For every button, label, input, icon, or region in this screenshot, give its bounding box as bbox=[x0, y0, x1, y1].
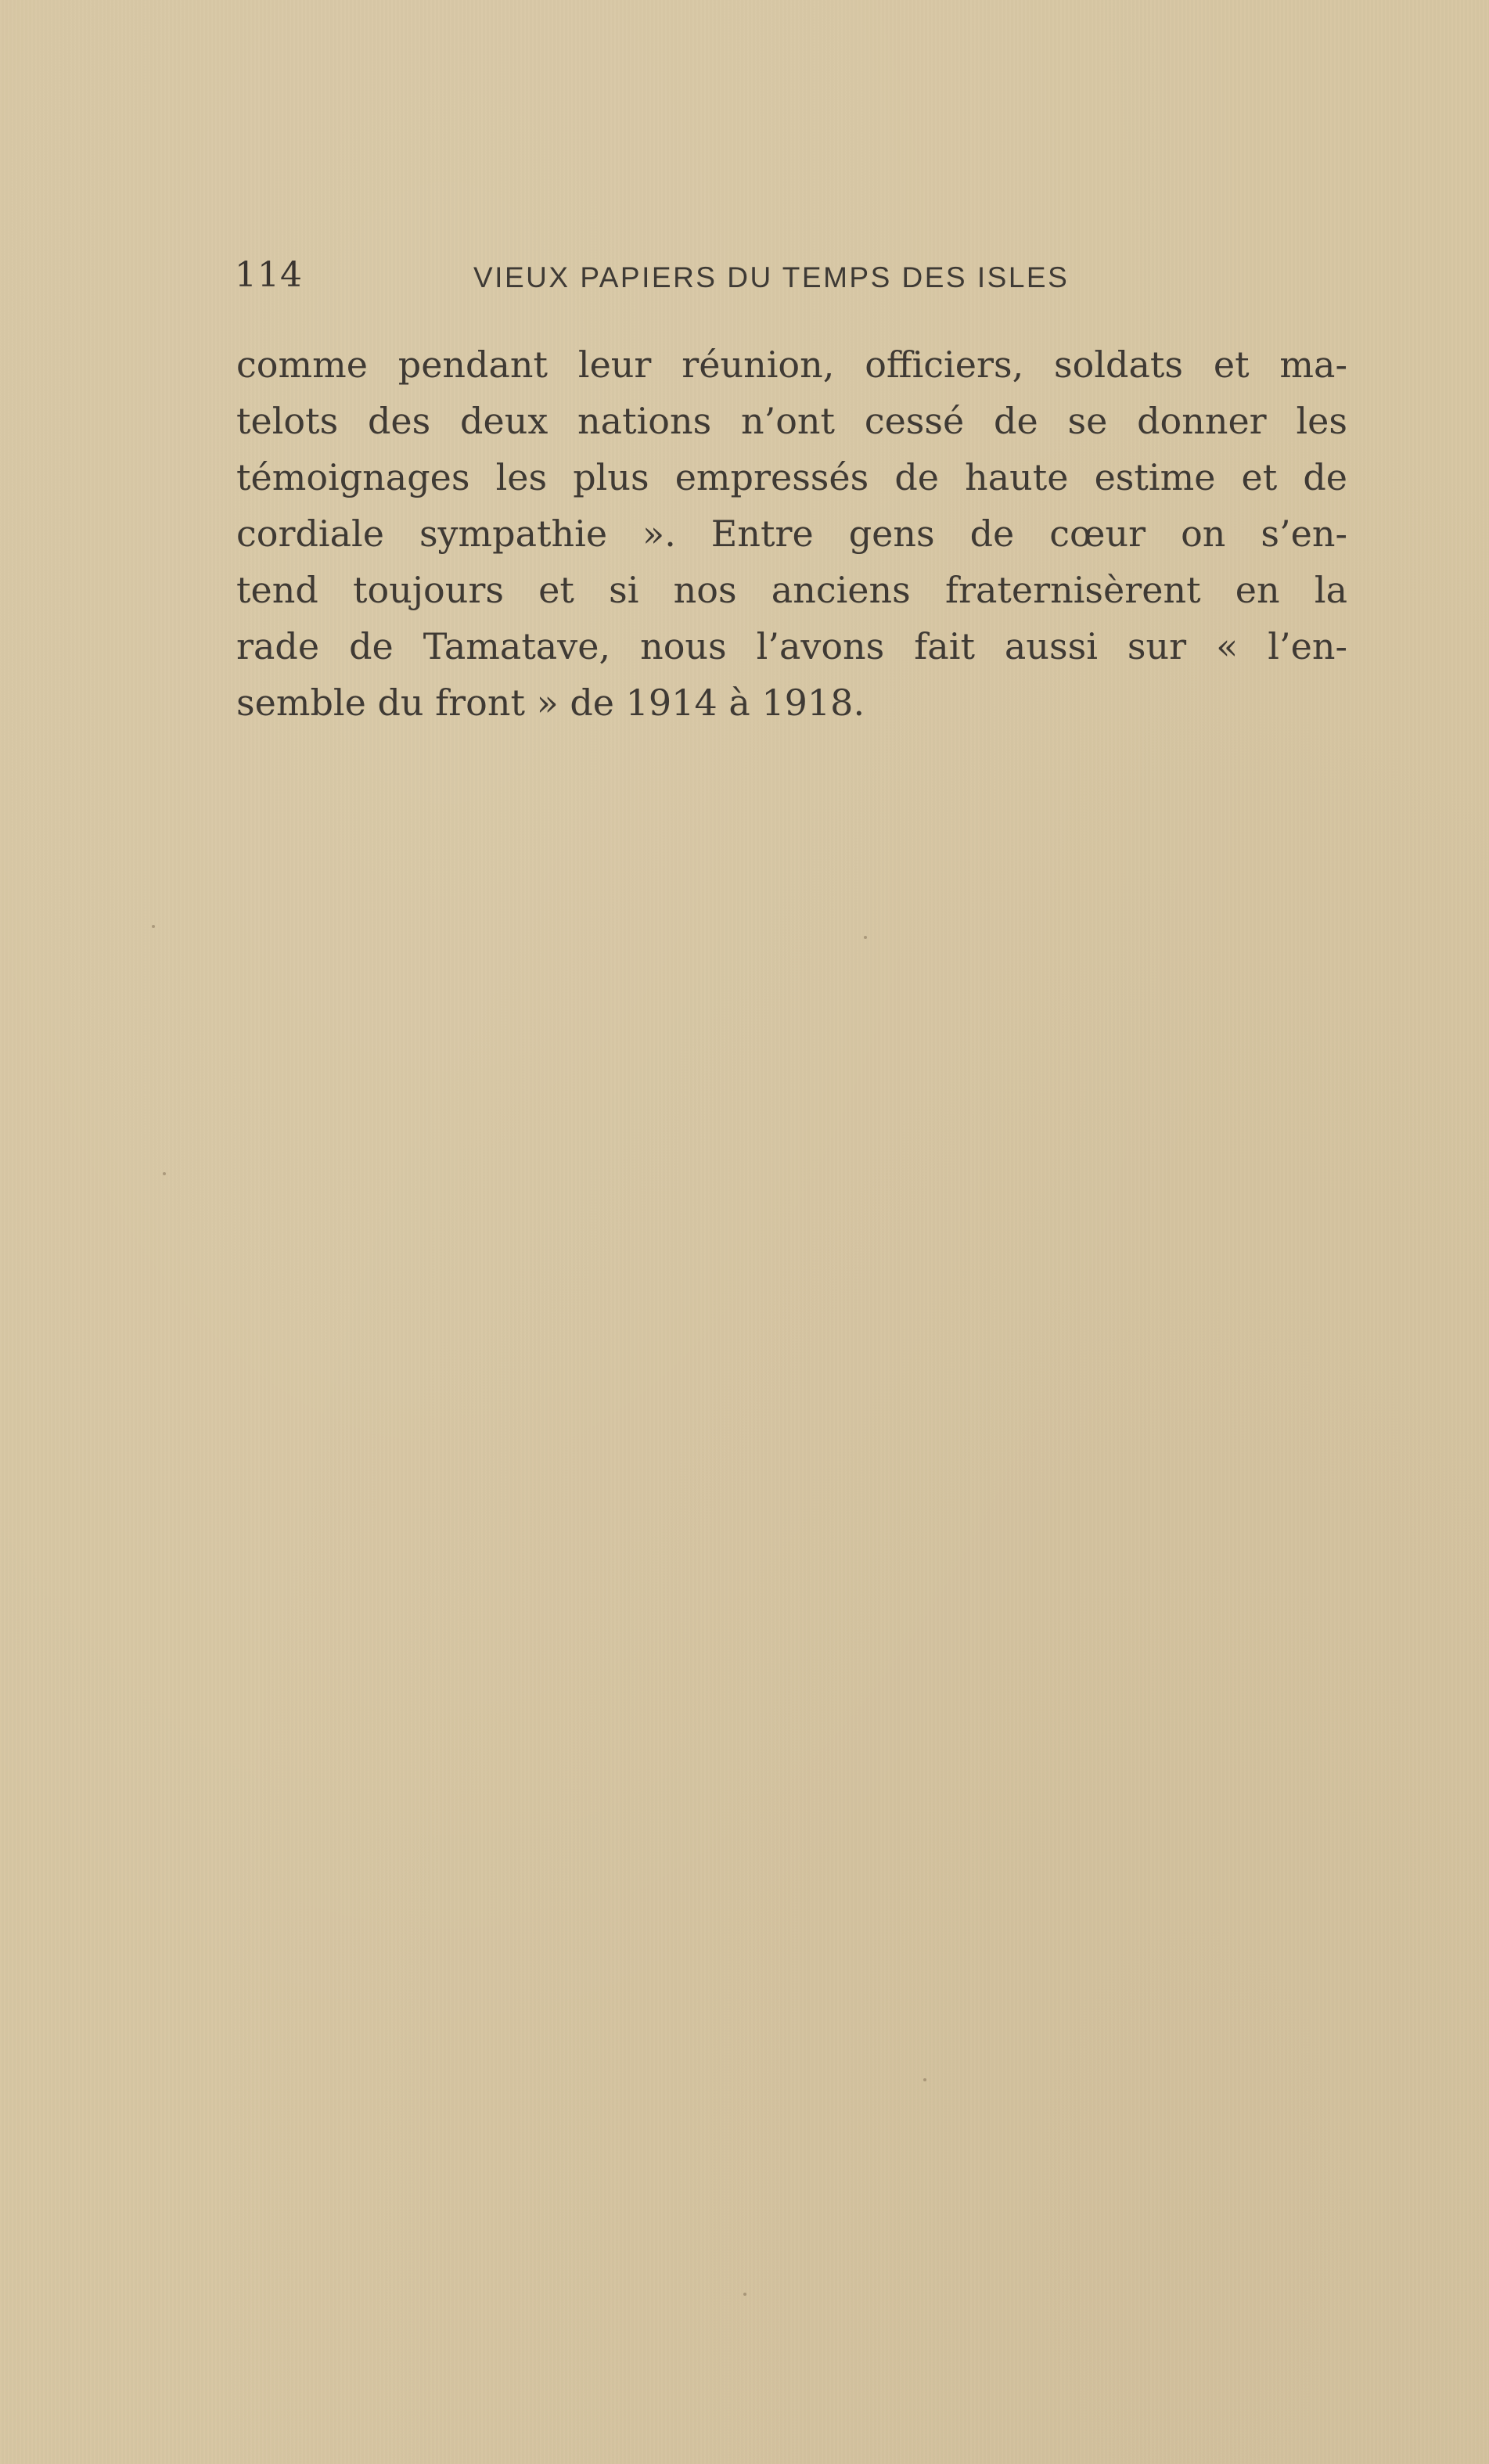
text-line: comme pendant leur réunion, officiers, soldats et ma- bbox=[236, 344, 1347, 386]
paper-speck bbox=[864, 936, 867, 939]
text-line: telots des deux nations n’ont cessé de se donner les bbox=[236, 400, 1347, 442]
text-line: tend toujours et si nos anciens fraternisèrent en la bbox=[236, 569, 1347, 611]
paper-speck bbox=[152, 925, 155, 928]
body-paragraph bbox=[236, 336, 1347, 731]
text-line: semble du front » de 1914 à 1918. bbox=[236, 682, 865, 724]
text-line: rade de Tamatave, nous l’avons fait aussi sur « l’en- bbox=[236, 625, 1347, 667]
text-line: cordiale sympathie ». Entre gens de cœur on s’en- bbox=[236, 513, 1347, 555]
paper-speck bbox=[743, 2293, 746, 2296]
text-line: témoignages les plus empressés de haute estime et de bbox=[236, 456, 1347, 498]
running-head bbox=[235, 255, 1346, 302]
paper-speck bbox=[923, 2078, 926, 2081]
page-number: 114 bbox=[235, 255, 303, 295]
paper-speck bbox=[163, 1172, 166, 1175]
running-title: VIEUX PAPIERS DU TEMPS DES ISLES bbox=[473, 261, 1070, 293]
